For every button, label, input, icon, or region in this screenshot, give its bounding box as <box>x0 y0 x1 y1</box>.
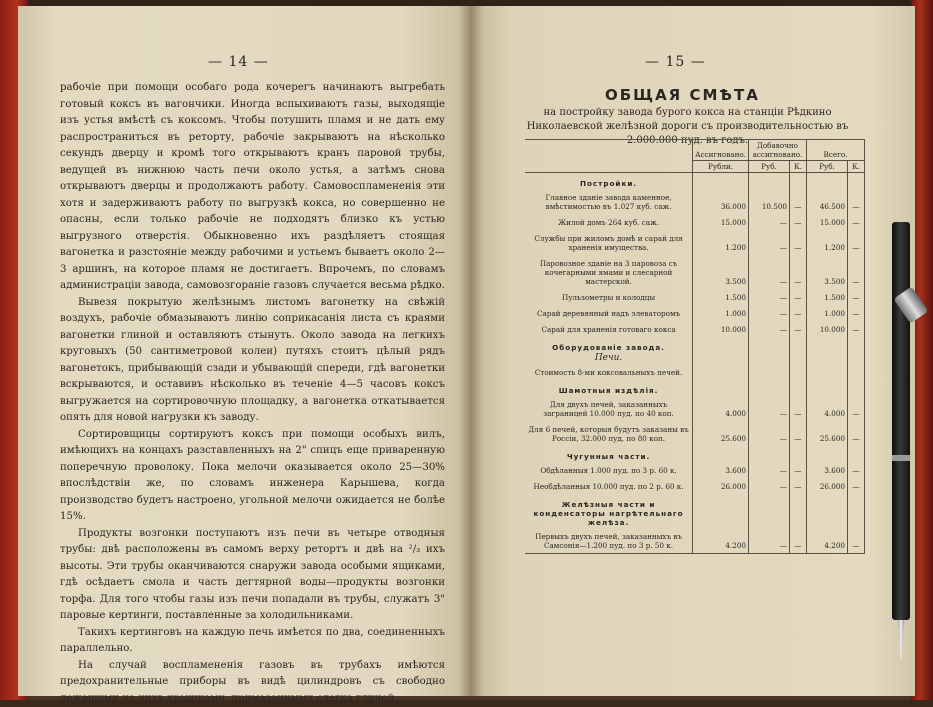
assigned-amount: 3.500 <box>693 255 749 289</box>
additional-amount: — <box>749 528 790 554</box>
assigned-amount: 1.500 <box>693 289 749 305</box>
empty-cell <box>790 173 807 190</box>
left-body-text <box>60 80 445 707</box>
unit-rubles: Рубли. <box>693 161 749 173</box>
additional-amount: — <box>749 321 790 337</box>
total-amount: 4.200 <box>807 528 848 554</box>
additional-kopecks <box>790 364 807 380</box>
empty-cell <box>790 337 807 353</box>
additional-kopecks: — <box>790 289 807 305</box>
empty-cell <box>693 353 749 364</box>
pencil-band <box>892 455 910 461</box>
page-number: — 15 — <box>645 54 706 70</box>
paragraph: Сортировщицы сортируютъ коксъ при помощи особыхъ вилъ, имѣющихъ на концахъ разставленныхъ на 2" спицъ еще приваренную поперечную проволоку. Пока мелочи оказывается около 25—30% впослѣдствіи же, по словамъ инженера Карышева, когда производство будетъ настроено, угольной мелочи ожидается не болѣе 15%. <box>60 427 445 526</box>
paragraph: На случай воспламененія газовъ въ трубахъ имѣются предохранительные приборы въ видѣ цилиндровъ съ свободно лежащими на нихъ крышками, примазанными слегка глиной. <box>60 658 445 707</box>
section-label: Постройки. <box>525 173 693 190</box>
additional-amount: — <box>749 230 790 255</box>
total-kopecks: — <box>848 289 865 305</box>
assigned-amount: 36.000 <box>693 189 749 214</box>
item-description: Для двухъ печей, заказанныхъ заграницей 10.000 пуд. по 40 коп. <box>525 396 693 421</box>
additional-amount: — <box>749 478 790 494</box>
table-row <box>525 528 865 554</box>
section-label: Печи. <box>525 353 693 364</box>
total-amount: 26.000 <box>807 478 848 494</box>
book-gutter <box>458 6 484 696</box>
section-label: Шамотныя издѣлія. <box>525 380 693 396</box>
total-amount: 10.000 <box>807 321 848 337</box>
assigned-amount: 4.200 <box>693 528 749 554</box>
total-amount: 46.500 <box>807 189 848 214</box>
item-description: Сарай деревянный надъ элеваторомъ <box>525 305 693 321</box>
paragraph: Продукты возгонки поступаютъ изъ печи въ четыре отводныя трубы: двѣ расположены въ самомъ верху ретортъ и двѣ на ²/₃ ихъ высоты. Эти трубы оканчиваются снаружи завода особыми ящиками, гдѣ осѣдаетъ смола и часть дегтярной воды—продукты возгонки торфа. Для того чтобы газы изъ печи попадали въ трубы, служатъ 3" паровые кертинги, поставленные за холодильниками. <box>60 526 445 625</box>
table-row <box>525 189 865 214</box>
table-row <box>525 421 865 446</box>
additional-kopecks: — <box>790 189 807 214</box>
total-kopecks: — <box>848 230 865 255</box>
total-kopecks: — <box>848 305 865 321</box>
total-kopecks: — <box>848 321 865 337</box>
unit-rubles: Руб. <box>749 161 790 173</box>
empty-cell <box>807 446 848 462</box>
assigned-amount: 1.200 <box>693 230 749 255</box>
empty-cell <box>807 337 848 353</box>
total-kopecks: — <box>848 396 865 421</box>
item-description: Стоимость 8-ми коксовальныхъ печей. <box>525 364 693 380</box>
empty-cell <box>848 380 865 396</box>
assigned-amount: 15.000 <box>693 214 749 230</box>
page-number: — 14 — <box>208 54 269 70</box>
empty-cell <box>790 353 807 364</box>
paragraph: Вывезя покрытую желѣзнымъ листомъ вагонетку на свѣжій воздухъ, рабочіе обмазываютъ линію соприкасанія листа съ краями вагонетки глиной и оставляютъ стынуть. Около завода на легкихъ круговыхъ (50 сантиметровой колеи) путяхъ стоитъ цѣлый рядъ вагонетокъ, прибывающій сзади и убывающій спереди, гдѣ вагонетки вскрываются, и оставивъ нѣсколько въ теченіе 4—5 часовъ коксъ выгружается на сортировочную площадку, а вагонетка откатывается опять для новой нагрузки къ заводу. <box>60 295 445 427</box>
additional-amount: 10.500 <box>749 189 790 214</box>
assigned-amount: 1.000 <box>693 305 749 321</box>
table-row <box>525 462 865 478</box>
empty-cell <box>848 494 865 528</box>
item-description: Главное зданіе завода каменное, вмѣстимостью въ 1.027 куб. саж. <box>525 189 693 214</box>
item-description: Сарай для храненія готоваго кокса <box>525 321 693 337</box>
right-page <box>470 6 915 696</box>
total-kopecks <box>848 364 865 380</box>
table-section-heading <box>525 173 865 190</box>
additional-kopecks: — <box>790 305 807 321</box>
table-row <box>525 478 865 494</box>
additional-amount: — <box>749 289 790 305</box>
empty-cell <box>693 173 749 190</box>
table-section-heading <box>525 494 865 528</box>
table-row <box>525 255 865 289</box>
assigned-amount: 25.600 <box>693 421 749 446</box>
estimate-table-body <box>525 173 865 554</box>
left-page <box>18 6 470 696</box>
table-section-heading <box>525 446 865 462</box>
additional-kopecks: — <box>790 214 807 230</box>
item-description: Первыхъ двухъ печей, заказанныхъ въ Самсонія—1.200 пуд. по 3 р. 50 к. <box>525 528 693 554</box>
empty-cell <box>749 353 790 364</box>
item-description: Обдѣланныя 1.000 пуд. по 3 р. 60 к. <box>525 462 693 478</box>
total-kopecks: — <box>848 421 865 446</box>
empty-cell <box>749 494 790 528</box>
empty-cell <box>790 494 807 528</box>
table-subheading <box>525 353 865 364</box>
mechanical-pencil <box>892 222 910 620</box>
empty-cell <box>749 446 790 462</box>
estimate-title: ОБЩАЯ СМѢТА <box>605 86 760 104</box>
total-amount: 25.600 <box>807 421 848 446</box>
item-description: Службы при жиломъ домѣ и сарай для храненія имущества. <box>525 230 693 255</box>
total-amount: 15.000 <box>807 214 848 230</box>
additional-amount: — <box>749 421 790 446</box>
additional-amount <box>749 364 790 380</box>
total-amount: 3.600 <box>807 462 848 478</box>
table-header-description <box>525 140 693 173</box>
total-kopecks: — <box>848 478 865 494</box>
empty-cell <box>693 337 749 353</box>
additional-kopecks: — <box>790 255 807 289</box>
empty-cell <box>807 173 848 190</box>
table-section-heading <box>525 337 865 353</box>
additional-amount: — <box>749 255 790 289</box>
additional-kopecks: — <box>790 421 807 446</box>
empty-cell <box>749 337 790 353</box>
table-row <box>525 230 865 255</box>
total-kopecks: — <box>848 462 865 478</box>
additional-kopecks: — <box>790 396 807 421</box>
table-row <box>525 321 865 337</box>
empty-cell <box>749 173 790 190</box>
additional-amount: — <box>749 214 790 230</box>
total-amount: 4.000 <box>807 396 848 421</box>
total-kopecks: — <box>848 214 865 230</box>
total-kopecks: — <box>848 528 865 554</box>
additional-kopecks: — <box>790 478 807 494</box>
estimate-subtitle: на постройку завода бурого кокса на станціи Рѣдкино Николаевской желѣзной дороги съ производительностью въ 2.000.000 пуд. въ годъ. <box>505 106 870 148</box>
assigned-amount: 10.000 <box>693 321 749 337</box>
assigned-amount: 3.600 <box>693 462 749 478</box>
total-amount: 1.200 <box>807 230 848 255</box>
additional-kopecks: — <box>790 528 807 554</box>
empty-cell <box>693 446 749 462</box>
table-row <box>525 214 865 230</box>
section-label: Чугунныя части. <box>525 446 693 462</box>
additional-amount: — <box>749 462 790 478</box>
assigned-amount: 4.000 <box>693 396 749 421</box>
empty-cell <box>790 446 807 462</box>
unit-kopecks: К. <box>790 161 807 173</box>
assigned-amount: 26.000 <box>693 478 749 494</box>
estimate-table <box>525 139 865 554</box>
paragraph: Такихъ кертинговъ на каждую печь имѣется по два, соединенныхъ параллельно. <box>60 625 445 658</box>
empty-cell <box>693 380 749 396</box>
assigned-amount <box>693 364 749 380</box>
additional-amount: — <box>749 305 790 321</box>
additional-kopecks: — <box>790 230 807 255</box>
item-description: Необдѣланныя 10.000 пуд. по 2 р. 60 к. <box>525 478 693 494</box>
empty-cell <box>807 353 848 364</box>
total-amount: 1.000 <box>807 305 848 321</box>
section-label: Оборудованіе завода. <box>525 337 693 353</box>
table-section-heading <box>525 380 865 396</box>
empty-cell <box>848 173 865 190</box>
section-label: Желѣзныя части и конденсаторы нагрѣтельнаго желѣза. <box>525 494 693 528</box>
additional-kopecks: — <box>790 321 807 337</box>
unit-kopecks: К. <box>848 161 865 173</box>
total-kopecks: — <box>848 255 865 289</box>
total-amount: 1.500 <box>807 289 848 305</box>
empty-cell <box>848 353 865 364</box>
table-header-assigned: Ассигновано. <box>693 140 749 161</box>
empty-cell <box>693 494 749 528</box>
paragraph: рабочіе при помощи особаго рода кочерегъ начинаютъ выгребать готовый коксъ въ вагончики. Иногда вспыхиваютъ газы, выходящіе изъ устья вмѣстѣ съ коксомъ. Чтобы потушить пламя и не дать ему распространиться въ реторту, рабочіе закрываютъ на нѣсколько секундъ дверцу и кромѣ того открываютъ кранъ паровой трубы, ведущей въ нижнюю часть печи около устья, а затѣмъ снова открываютъ дверцы и продолжаютъ работу. Самовоспламененія эти хотя и задерживаютъ работу по выгрузкѣ кокса, но совершенно не опасны, если только рабочіе не подходятъ близко къ устью выгрузного отверстія. Обыкновенно ихъ раздѣляетъ стоящая вагонетка и разстояніе между рабочими и устьемъ бываетъ около 2—3 аршинъ, на которое пламя не достигаетъ. Впрочемъ, по словамъ администраціи завода, самовозгораніе газовъ случается весьма рѣдко. <box>60 80 445 295</box>
table-header-additional: Добавочно ассигновано. <box>749 140 807 161</box>
total-amount <box>807 364 848 380</box>
empty-cell <box>807 494 848 528</box>
item-description: Жилой домъ 264 куб. саж. <box>525 214 693 230</box>
empty-cell <box>749 380 790 396</box>
empty-cell <box>790 380 807 396</box>
empty-cell <box>848 446 865 462</box>
item-description: Для 6 печей, которыя будутъ заказаны въ Россіи, 32.000 пуд. по 80 коп. <box>525 421 693 446</box>
table-row <box>525 364 865 380</box>
table-row <box>525 396 865 421</box>
item-description: Паровозное зданіе на 3 паровоза съ кочегарными ямами и слесарной мастерской. <box>525 255 693 289</box>
table-row <box>525 289 865 305</box>
item-description: Пульзометры и колодцы <box>525 289 693 305</box>
total-kopecks: — <box>848 189 865 214</box>
additional-amount: — <box>749 396 790 421</box>
table-row <box>525 305 865 321</box>
additional-kopecks: — <box>790 462 807 478</box>
empty-cell <box>848 337 865 353</box>
table-header-total: Всего. <box>807 140 865 161</box>
empty-cell <box>807 380 848 396</box>
unit-rubles: Руб. <box>807 161 848 173</box>
total-amount: 3.500 <box>807 255 848 289</box>
